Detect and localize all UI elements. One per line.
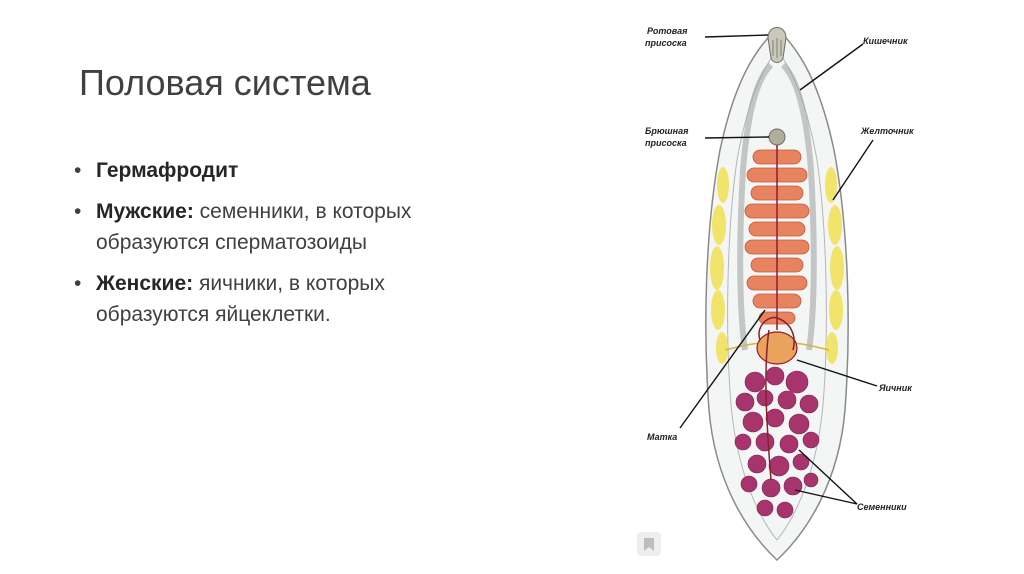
bullet-item bbox=[72, 196, 502, 258]
label-oral-sucker-line1: Ротовая bbox=[647, 26, 688, 36]
bullet-dot: • bbox=[74, 272, 82, 295]
bookmark-icon[interactable] bbox=[637, 532, 661, 556]
slide-title: Половая система bbox=[79, 62, 371, 103]
label-oral-sucker-line2: присоска bbox=[645, 38, 687, 48]
pointer-oral-sucker bbox=[705, 35, 768, 37]
label-yolk-gland: Желточник bbox=[861, 126, 914, 136]
bullet-dot: • bbox=[74, 200, 82, 223]
label-uterus: Матка bbox=[647, 432, 678, 442]
label-ventral-sucker-line1: Брюшная bbox=[645, 126, 689, 136]
label-ovary: Яичник bbox=[879, 383, 912, 393]
bullet-item bbox=[72, 155, 502, 186]
bullet-dot: • bbox=[74, 159, 82, 182]
label-intestine: Кишечник bbox=[863, 36, 908, 46]
pointer-yolk-gland bbox=[833, 140, 873, 200]
pointer-ventral-sucker bbox=[705, 137, 769, 138]
ventral-sucker bbox=[769, 129, 785, 145]
pointer-intestine bbox=[800, 44, 863, 90]
bullet-list bbox=[72, 155, 502, 340]
bullet-bold: Женские: bbox=[96, 272, 194, 295]
bullet-item bbox=[72, 268, 502, 330]
fluke-anatomy-diagram bbox=[625, 10, 945, 565]
bullet-bold: Гермафродит bbox=[96, 159, 239, 182]
oral-sucker bbox=[768, 28, 786, 63]
bullet-bold: Мужские: bbox=[96, 200, 194, 223]
bullet-text: семенники, в которых образуются сперматозоиды bbox=[96, 200, 412, 254]
bullet-text: яичники, в которых образуются яйцеклетки. bbox=[96, 272, 385, 326]
ovary bbox=[757, 332, 797, 364]
label-testes: Семенники bbox=[857, 502, 907, 512]
label-ventral-sucker-line2: присоска bbox=[645, 138, 687, 148]
